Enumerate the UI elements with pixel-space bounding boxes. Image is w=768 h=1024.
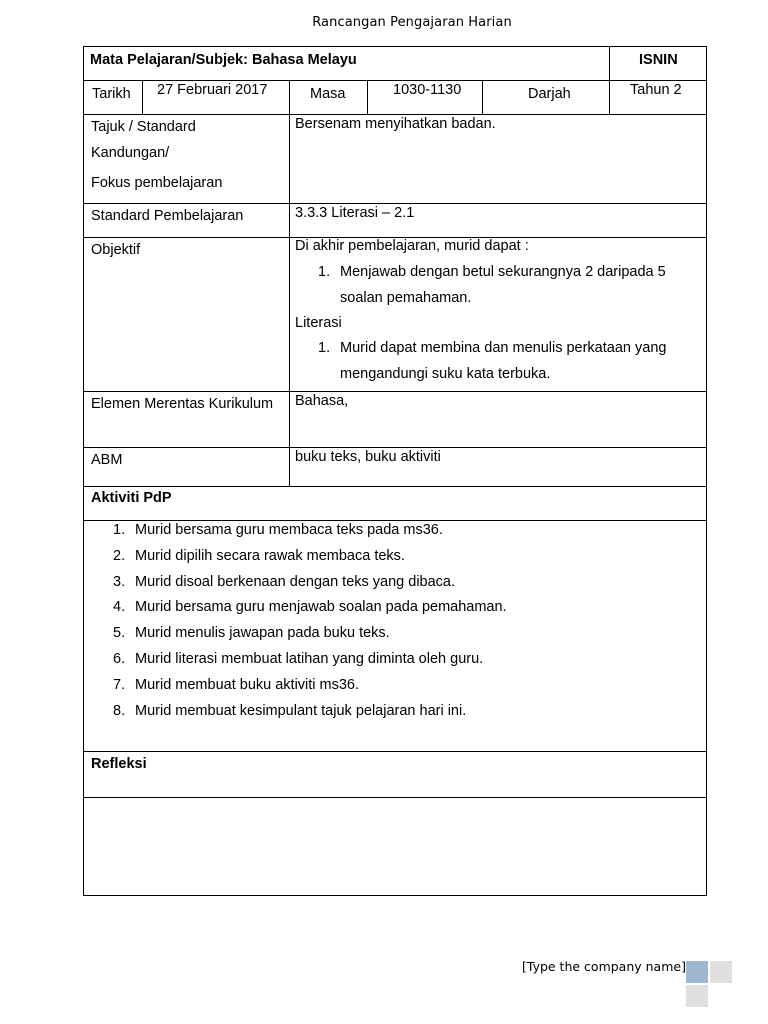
- list-item-text: Murid menulis jawapan pada buku teks.: [135, 625, 390, 642]
- tajuk-label-line-3: Fokus pembelajaran: [91, 175, 223, 191]
- footer-decoration-square: [710, 961, 732, 983]
- table-divider: [367, 80, 368, 114]
- tajuk-label-line-2: Kandungan/: [91, 145, 170, 161]
- list-item-number: 1.: [113, 522, 126, 538]
- table-divider: [609, 47, 610, 114]
- literasi-label: Literasi: [295, 315, 342, 331]
- sp-value: 3.3.3 Literasi – 2.1: [295, 205, 415, 221]
- list-item-text: Murid bersama guru membaca teks pada ms36.: [135, 522, 443, 538]
- table-divider: [289, 80, 290, 487]
- masa-label: Masa: [310, 86, 346, 102]
- table-divider: [84, 391, 706, 392]
- list-item: [113, 520, 693, 546]
- day-label: ISNIN: [639, 52, 678, 68]
- list-item: [113, 649, 693, 675]
- objektif-item-text-line-1: Menjawab dengan betul sekurangnya 2 daripada 5: [340, 264, 666, 280]
- tajuk-label-line-1: Tajuk / Standard: [91, 119, 196, 135]
- list-item-text: Murid membuat kesimpulant tajuk pelajaran hari ini.: [135, 702, 467, 719]
- subject-label: Mata Pelajaran/Subjek: Bahasa Melayu: [90, 52, 357, 68]
- footer-company-name: [Type the company name]: [522, 959, 686, 974]
- list-item-number: 6.: [113, 650, 126, 667]
- emk-label: Elemen Merentas Kurikulum: [91, 396, 274, 412]
- abm-label: ABM: [91, 452, 123, 468]
- document-header-title: Rancangan Pengajaran Harian: [312, 15, 512, 30]
- tarikh-value: 27 Februari 2017: [157, 82, 268, 98]
- masa-value: 1030-1130: [393, 82, 462, 98]
- aktiviti-label: Aktiviti PdP: [91, 490, 172, 506]
- list-item-text: Murid disoal berkenaan dengan teks yang dibaca.: [135, 573, 456, 590]
- literasi-item-text-line-1: Murid dapat membina dan menulis perkataan yang: [340, 340, 667, 356]
- objektif-label: Objektif: [91, 242, 141, 258]
- list-item: [113, 675, 693, 701]
- literasi-item-number: 1.: [318, 340, 331, 356]
- lesson-plan-table: [83, 46, 707, 896]
- objektif-item-text-line-2: soalan pemahaman.: [340, 290, 472, 306]
- emk-value: Bahasa,: [295, 393, 349, 409]
- list-item-number: 8.: [113, 702, 126, 719]
- objektif-item-number: 1.: [318, 264, 331, 280]
- list-item-text: Murid literasi membuat latihan yang diminta oleh guru.: [135, 650, 484, 667]
- list-item: [113, 701, 693, 727]
- list-item-number: 7.: [113, 676, 126, 693]
- list-item-text: Murid membuat buku aktiviti ms36.: [135, 676, 360, 693]
- table-divider: [84, 751, 706, 752]
- abm-value: buku teks, buku aktiviti: [295, 449, 441, 465]
- refleksi-label: Refleksi: [91, 756, 147, 772]
- darjah-value: Tahun 2: [630, 82, 682, 98]
- table-divider: [142, 80, 143, 114]
- footer-decoration-square: [686, 961, 708, 983]
- list-item-number: 2.: [113, 547, 126, 564]
- list-item-number: 5.: [113, 625, 126, 642]
- refleksi-content-area: [84, 798, 706, 895]
- literasi-item-text-line-2: mengandungi suku kata terbuka.: [340, 366, 551, 382]
- objektif-intro: Di akhir pembelajaran, murid dapat :: [295, 238, 529, 254]
- table-divider: [482, 80, 483, 114]
- list-item-text: Murid bersama guru menjawab soalan pada pemahaman.: [135, 599, 507, 616]
- table-divider: [84, 486, 706, 487]
- footer-decoration-square: [686, 985, 708, 1007]
- darjah-label: Darjah: [528, 86, 571, 102]
- tajuk-value: Bersenam menyihatkan badan.: [295, 116, 496, 132]
- list-item-number: 3.: [113, 573, 126, 590]
- list-item-text: Murid dipilih secara rawak membaca teks.: [135, 547, 405, 564]
- sp-label: Standard Pembelajaran: [91, 208, 244, 224]
- list-item: [113, 572, 693, 598]
- list-item: [113, 546, 693, 572]
- list-item-number: 4.: [113, 599, 126, 616]
- list-item: [113, 623, 693, 649]
- list-item: [113, 597, 693, 623]
- tarikh-label: Tarikh: [92, 86, 131, 102]
- aktiviti-list: [113, 520, 693, 726]
